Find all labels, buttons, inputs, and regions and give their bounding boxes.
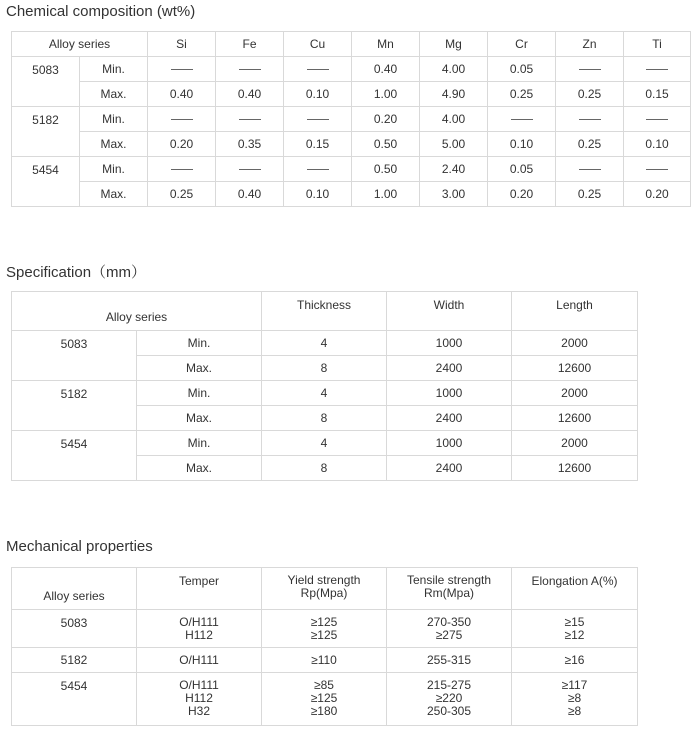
value-cell: 0.35 <box>216 132 284 157</box>
header-line: Tensile strength <box>406 573 492 587</box>
value-cell: 0.25 <box>488 82 556 107</box>
yield-cell: ≥110 <box>262 648 387 673</box>
cell-line: ≥85 <box>314 678 334 692</box>
value-cell: 0.10 <box>284 82 352 107</box>
value-cell: 8 <box>262 406 387 431</box>
table-row <box>12 82 691 107</box>
value-cell: 0.25 <box>556 82 624 107</box>
tensile-cell: 255-315 <box>387 648 512 673</box>
dash-mark <box>646 169 668 170</box>
value-cell <box>556 107 624 132</box>
cell-line: ≥180 <box>310 704 338 718</box>
min-label: Min. <box>80 157 148 182</box>
value-cell: 2400 <box>387 356 512 381</box>
dash-mark <box>171 69 193 70</box>
value-cell: 4.00 <box>420 107 488 132</box>
value-cell: 4.90 <box>420 82 488 107</box>
value-cell: 12600 <box>512 456 638 481</box>
value-cell: 4 <box>262 381 387 406</box>
mechanical-properties-table <box>11 567 638 726</box>
value-cell <box>624 107 691 132</box>
value-cell: 4 <box>262 431 387 456</box>
cell-line: O/H111 <box>179 678 219 692</box>
value-cell: 2000 <box>512 431 638 456</box>
alloy-cell: 5083 <box>12 57 80 107</box>
cell-line: ≥220 <box>435 691 463 705</box>
cell-line: ≥8 <box>567 704 582 718</box>
tensile-cell <box>387 610 512 648</box>
value-cell: 1.00 <box>352 182 420 207</box>
table-row <box>12 381 638 406</box>
specification-table <box>11 291 638 481</box>
alloy-cell: 5182 <box>12 381 137 431</box>
min-label: Min. <box>80 57 148 82</box>
element-header: Si <box>148 32 216 57</box>
value-cell: 2400 <box>387 456 512 481</box>
chemical-composition-table <box>11 31 691 207</box>
value-cell: 1000 <box>387 431 512 456</box>
table-row <box>12 673 638 726</box>
min-label: Min. <box>137 331 262 356</box>
table-row <box>12 610 638 648</box>
value-cell: 0.40 <box>352 57 420 82</box>
value-cell: 0.40 <box>216 82 284 107</box>
value-cell <box>284 107 352 132</box>
value-cell: 8 <box>262 456 387 481</box>
value-cell: 0.15 <box>624 82 691 107</box>
table-row <box>12 132 691 157</box>
thickness-header: Thickness <box>262 292 387 331</box>
element-header: Zn <box>556 32 624 57</box>
value-cell: 0.40 <box>216 182 284 207</box>
cell-line: 250-305 <box>426 704 472 718</box>
value-cell: 0.20 <box>148 132 216 157</box>
cell-line: H32 <box>187 704 210 718</box>
value-cell: 5.00 <box>420 132 488 157</box>
value-cell: 0.20 <box>624 182 691 207</box>
table-row <box>12 157 691 182</box>
value-cell: 0.20 <box>352 107 420 132</box>
value-cell: 4.00 <box>420 57 488 82</box>
value-cell: 12600 <box>512 356 638 381</box>
alloy-cell: 5182 <box>12 107 80 157</box>
value-cell: 1.00 <box>352 82 420 107</box>
elongation-cell: ≥16 <box>512 648 638 673</box>
max-label: Max. <box>137 456 262 481</box>
alloy-series-header: Alloy series <box>12 568 137 610</box>
table-row <box>12 107 691 132</box>
value-cell: 0.10 <box>488 132 556 157</box>
value-cell <box>216 107 284 132</box>
element-header: Mg <box>420 32 488 57</box>
element-header: Cr <box>488 32 556 57</box>
alloy-cell: 5454 <box>12 431 137 481</box>
table-header-row <box>12 292 638 331</box>
value-cell <box>556 157 624 182</box>
value-cell <box>284 57 352 82</box>
dash-mark <box>511 119 533 120</box>
value-cell: 3.00 <box>420 182 488 207</box>
header-line: Yield strength <box>287 573 361 587</box>
dash-mark <box>171 119 193 120</box>
element-header: Ti <box>624 32 691 57</box>
cell-line: ≥125 <box>310 691 338 705</box>
temper-cell <box>137 610 262 648</box>
max-label: Max. <box>137 406 262 431</box>
value-cell <box>216 57 284 82</box>
max-label: Max. <box>137 356 262 381</box>
dash-mark <box>646 69 668 70</box>
value-cell: 1000 <box>387 381 512 406</box>
temper-cell: O/H111 <box>137 648 262 673</box>
table-header-row <box>12 32 691 57</box>
value-cell: 4 <box>262 331 387 356</box>
value-cell: 0.25 <box>556 132 624 157</box>
cell-line: ≥12 <box>564 628 585 642</box>
width-header: Width <box>387 292 512 331</box>
max-label: Max. <box>80 132 148 157</box>
alloy-cell: 5083 <box>12 610 137 648</box>
cell-line: ≥125 <box>310 628 338 642</box>
max-label: Max. <box>80 82 148 107</box>
alloy-cell: 5182 <box>12 648 137 673</box>
cell-line: 270-350 <box>426 615 472 629</box>
element-header: Cu <box>284 32 352 57</box>
alloy-cell: 5454 <box>12 157 80 207</box>
value-cell: 0.15 <box>284 132 352 157</box>
element-header: Mn <box>352 32 420 57</box>
table-row <box>12 182 691 207</box>
tensile-cell <box>387 673 512 726</box>
value-cell <box>148 157 216 182</box>
value-cell <box>556 57 624 82</box>
header-line: Rm(Mpa) <box>424 586 474 600</box>
dash-mark <box>307 119 329 120</box>
mechanical-properties-title: Mechanical properties <box>6 538 153 555</box>
value-cell <box>148 107 216 132</box>
table-row <box>12 57 691 82</box>
dash-mark <box>646 119 668 120</box>
chemical-composition-title: Chemical composition (wt%) <box>6 3 196 20</box>
elongation-cell <box>512 673 638 726</box>
dash-mark <box>579 119 601 120</box>
cell-line: O/H111 <box>179 615 219 629</box>
specification-title: Specification（mm） <box>6 264 147 281</box>
value-cell: 0.40 <box>148 82 216 107</box>
length-header: Length <box>512 292 638 331</box>
cell-line: ≥15 <box>564 615 585 629</box>
value-cell: 0.25 <box>148 182 216 207</box>
value-cell: 0.50 <box>352 132 420 157</box>
value-cell <box>284 157 352 182</box>
value-cell: 0.20 <box>488 182 556 207</box>
table-row <box>12 431 638 456</box>
header-line: Rp(Mpa) <box>300 586 348 600</box>
yield-strength-header <box>262 568 387 610</box>
dash-mark <box>579 69 601 70</box>
table-row <box>12 331 638 356</box>
value-cell: 0.05 <box>488 157 556 182</box>
value-cell: 12600 <box>512 406 638 431</box>
value-cell <box>624 57 691 82</box>
min-label: Min. <box>137 381 262 406</box>
value-cell <box>624 157 691 182</box>
value-cell <box>148 57 216 82</box>
alloy-series-header: Alloy series <box>12 292 262 331</box>
value-cell: 0.25 <box>556 182 624 207</box>
cell-line: ≥117 <box>561 678 588 692</box>
dash-mark <box>307 169 329 170</box>
value-cell: 2000 <box>512 381 638 406</box>
alloy-cell: 5083 <box>12 331 137 381</box>
temper-cell <box>137 673 262 726</box>
dash-mark <box>239 119 261 120</box>
max-label: Max. <box>80 182 148 207</box>
elongation-header: Elongation A(%) <box>512 568 638 610</box>
value-cell: 2000 <box>512 331 638 356</box>
temper-header: Temper <box>137 568 262 610</box>
value-cell: 1000 <box>387 331 512 356</box>
value-cell <box>488 107 556 132</box>
cell-line: 215-275 <box>426 678 472 692</box>
cell-line: ≥8 <box>567 691 582 705</box>
dash-mark <box>579 169 601 170</box>
value-cell: 0.10 <box>624 132 691 157</box>
min-label: Min. <box>80 107 148 132</box>
value-cell: 2400 <box>387 406 512 431</box>
dash-mark <box>171 169 193 170</box>
dash-mark <box>239 169 261 170</box>
cell-line: H112 <box>185 628 213 642</box>
alloy-series-header: Alloy series <box>12 32 148 57</box>
dash-mark <box>307 69 329 70</box>
yield-cell <box>262 673 387 726</box>
yield-cell <box>262 610 387 648</box>
tensile-strength-header <box>387 568 512 610</box>
elongation-cell <box>512 610 638 648</box>
cell-line: ≥125 <box>310 615 338 629</box>
cell-line: H112 <box>185 691 213 705</box>
element-header: Fe <box>216 32 284 57</box>
table-row <box>12 648 638 673</box>
cell-line: ≥275 <box>435 628 463 642</box>
value-cell: 0.10 <box>284 182 352 207</box>
value-cell: 8 <box>262 356 387 381</box>
value-cell <box>216 157 284 182</box>
value-cell: 2.40 <box>420 157 488 182</box>
alloy-cell: 5454 <box>12 673 137 726</box>
dash-mark <box>239 69 261 70</box>
min-label: Min. <box>137 431 262 456</box>
value-cell: 0.50 <box>352 157 420 182</box>
value-cell: 0.05 <box>488 57 556 82</box>
table-header-row <box>12 568 638 610</box>
